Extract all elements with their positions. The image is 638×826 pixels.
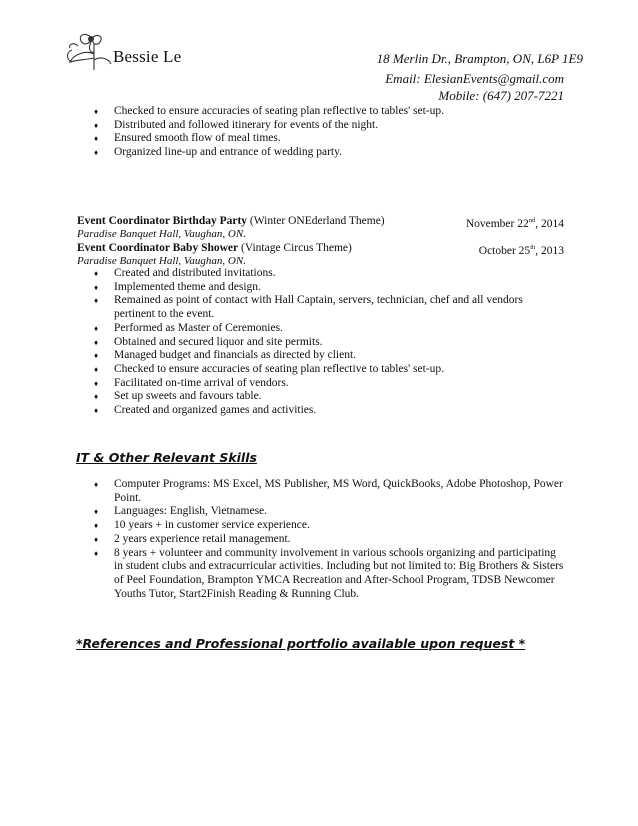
list-item: ♦ 2 years experience retail management. <box>94 533 564 547</box>
contact-address: 18 Merlin Dr., Brampton, ON, L6P 1E9 <box>376 51 583 66</box>
previous-duties-list <box>94 105 564 160</box>
job-title: Event Coordinator Birthday Party <box>77 215 248 227</box>
list-item: ♦ Implemented theme and design. <box>94 281 564 295</box>
event-duties-list <box>94 267 564 418</box>
skills-heading: IT & Other Relevant Skills <box>76 450 257 465</box>
contact-email: Email: ElesianEvents@gmail.com <box>385 71 564 86</box>
list-item: ♦ Facilitated on-time arrival of vendors. <box>94 377 564 391</box>
list-item: ♦ 10 years + in customer service experience. <box>94 519 564 533</box>
list-item: ♦ Computer Programs: MS Excel, MS Publisher, MS Word, QuickBooks, Adobe Photoshop, Power Point. <box>94 478 564 505</box>
job-date: October 25th, 2013 <box>478 244 564 257</box>
job-heading <box>77 214 564 228</box>
list-item: ♦ Created and organized games and activities. <box>94 404 564 418</box>
list-item: ♦ Distributed and followed itinerary for events of the night. <box>94 119 564 133</box>
list-item: ♦ Checked to ensure accuracies of seating plan reflective to tables' set-up. <box>94 363 564 377</box>
list-item: ♦ Organized line-up and entrance of wedding party. <box>94 146 564 160</box>
job-date: November 22nd, 2014 <box>465 217 564 230</box>
list-item: ♦ Performed as Master of Ceremonies. <box>94 322 564 336</box>
list-item: ♦ Set up sweets and favours table. <box>94 390 564 404</box>
contact-mobile: Mobile: (647) 207-7221 <box>438 88 564 103</box>
list-item: ♦ Created and distributed invitations. <box>94 267 564 281</box>
list-item: ♦ Remained as point of contact with Hall Captain, servers, technician, chef and all vendors pertinent to the event. <box>94 294 564 321</box>
applicant-name: Bessie Le <box>113 47 182 66</box>
job-theme: (Winter ONEderland Theme) <box>249 215 385 227</box>
job-theme: (Vintage Circus Theme) <box>241 242 352 254</box>
job-venue: Paradise Banquet Hall, Vaughan, ON. <box>77 255 246 267</box>
skills-list <box>94 478 564 601</box>
list-item: ♦ Languages: English, Vietnamese. <box>94 505 564 519</box>
list-item: ♦ Obtained and secured liquor and site permits. <box>94 336 564 350</box>
job-title: Event Coordinator Baby Shower <box>77 242 239 254</box>
job-venue: Paradise Banquet Hall, Vaughan, ON. <box>77 228 246 240</box>
floral-ornament-icon <box>64 30 114 72</box>
list-item: ♦ Managed budget and financials as directed by client. <box>94 349 564 363</box>
list-item: ♦ Checked to ensure accuracies of seating plan reflective to tables' set-up. <box>94 105 564 119</box>
list-item: ♦ Ensured smooth flow of meal times. <box>94 132 564 146</box>
job-heading <box>77 241 564 255</box>
list-item: ♦ 8 years + volunteer and community involvement in various schools organizing and participating in student clubs and extracurricular activities. Including but not limited to: Big Brothers & Sisters of Peel Foundation, Brampton YMCA Recreation and After-School Program, TDSB Newcomer Youths Tutor, Start2Finish Reading & Running Club. <box>94 547 564 602</box>
references-note: *References and Professional portfolio available upon request * <box>76 636 526 651</box>
